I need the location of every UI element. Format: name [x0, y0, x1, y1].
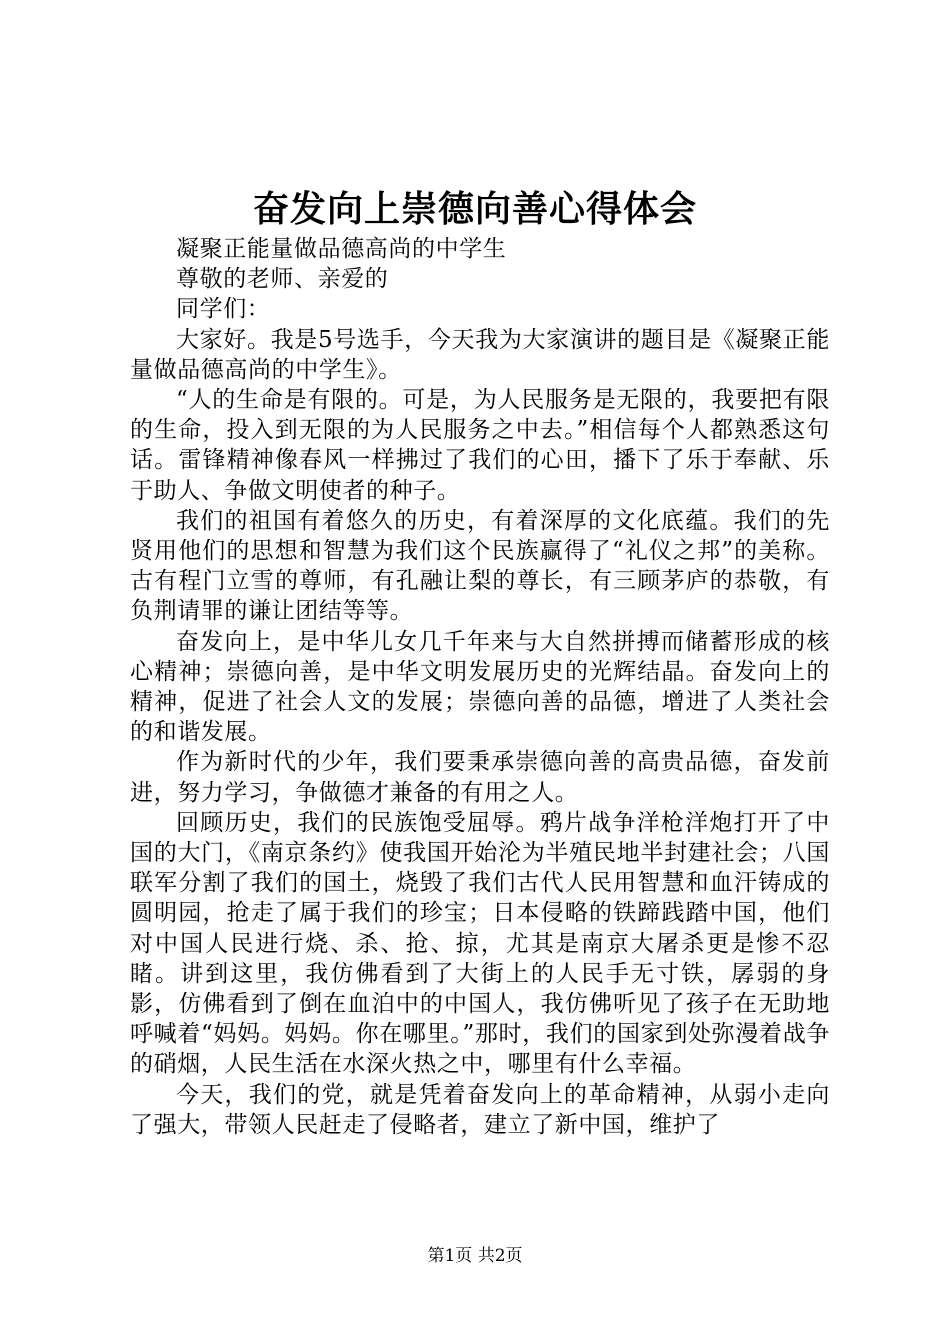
paragraph: 回顾历史，我们的民族饱受屈辱。鸦片战争洋枪洋炮打开了中国的大门，《南京条约》使我国开始沦为半殖民地半封建社会；八国联军分割了我们的国土，烧毁了我们古代人民用智慧和血汗铸成的圆明园，抢走了属于我们的珍宝；日本侵略的铁蹄践踏中国，他们对中国人民进行烧、杀、抢、掠，尤其是南京大屠杀更是惨不忍睹。讲到这里，我仿佛看到了大街上的人民手无寸铁，孱弱的身影，仿佛看到了倒在血泊中的中国人，我仿佛听见了孩子在无助地呼喊着“妈妈。妈妈。你在哪里。”那时，我们的国家到处弥漫着战争的硝烟，人民生活在水深火热之中，哪里有什么幸福。	[130, 809, 830, 1078]
paragraph: “人的生命是有限的。可是，为人民服务是无限的，我要把有限的生命，投入到无限的为人民服务之中去。”相信每个人都熟悉这句话。雷锋精神像春风一样拂过了我们的心田，播下了乐于奉献、乐于助人、争做文明使者的种子。	[130, 387, 830, 504]
paragraph: 尊敬的老师、亲爱的	[176, 266, 389, 293]
paragraph: 我们的祖国有着悠久的历史，有着深厚的文化底蕴。我们的先贤用他们的思想和智慧为我们这个民族赢得了“礼仪之邦”的美称。古有程门立雪的尊师，有孔融让梨的尊长，有三顾茅庐的恭敬，有负荆请罪的谦让团结等等。	[130, 507, 830, 625]
paragraph: 作为新时代的少年，我们要秉承崇德向善的高贵品德，奋发前进，努力学习，争做德才兼备的有用之人。	[130, 749, 830, 806]
paragraph: 凝聚正能量做品德高尚的中学生	[176, 236, 507, 262]
paragraph: 今天，我们的党，就是凭着奋发向上的革命精神，从弱小走向了强大，带领人民赶走了侵略者，建立了新中国，维护了	[130, 1081, 830, 1138]
document-title: 奋发向上崇德向善心得体会	[252, 188, 697, 230]
paragraph: 大家好。我是5号选手，今天我为大家演讲的题目是《凝聚正能量做品德高尚的中学生》。	[130, 326, 830, 383]
paragraph: 同学们：	[176, 296, 271, 323]
paragraph: 奋发向上，是中华儿女几千年来与大自然拼搏而储蓄形成的核心精神；崇德向善，是中华文明发展历史的光辉结晶。奋发向上的精神，促进了社会人文的发展；崇德向善的品德，增进了人类社会的和谐发展。	[130, 628, 830, 746]
page-footer: 第1页 共2页	[427, 1246, 523, 1266]
document-body	[130, 234, 830, 1140]
